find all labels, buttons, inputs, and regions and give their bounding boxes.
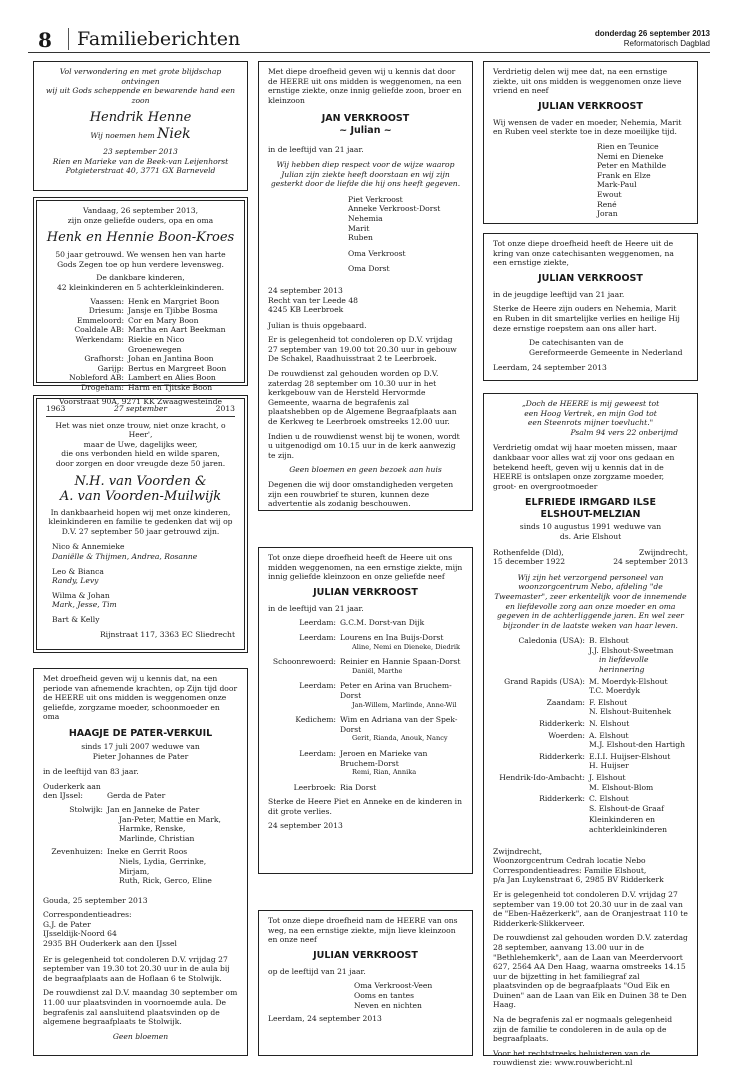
city: 4245 KB Leerbroek xyxy=(268,305,344,315)
date: Leerdam, 24 september 2013 xyxy=(268,1014,382,1024)
comfort-text: Sterke de Heere zijn ouders en Nehemia, Marit en Ruben in dit smartelijke verlies en heilige Hij deze ernstige roepstem aan ons aller hart. xyxy=(493,304,680,333)
family-line: Ooms en tantes xyxy=(354,990,415,1000)
family-place: Leerdam: xyxy=(299,632,336,642)
family-name-line: N. Elshout-Buitenhek xyxy=(589,707,672,717)
text-line-2: Gods Zegen toe op hun verdere levensweg. xyxy=(57,259,224,269)
family-row xyxy=(43,847,238,885)
footer: Geen bloemen xyxy=(112,1031,169,1041)
family-name-line: B. Elshout xyxy=(589,636,629,646)
intro: Verdrietig omdat wij haar moeten missen, maar dankbaar voor alles wat zij voor ons gedaan en betekend heeft, geven wij u kennis dat in de HEERE is ontslapen onze zorgzame moeder, groot- en overgrootmoeder xyxy=(493,443,678,491)
family-place: Garijp: xyxy=(97,363,124,373)
family-name-line: Ineke en Gerrit Roos xyxy=(107,847,188,857)
family-place: Emmeloord: xyxy=(76,315,124,325)
family-name-line: H. Huijser xyxy=(589,761,629,771)
correspondence-label: Correspondentieadres: xyxy=(43,910,132,920)
family-name-line: Peter en Arina van Bruchem-Dorst xyxy=(340,681,452,700)
since-line: sinds 10 augustus 1991 weduwe van xyxy=(519,522,662,532)
family-place: Hendrik-Ido-Ambacht: xyxy=(499,773,585,782)
callname: ~ Julian ~ xyxy=(339,125,392,137)
address: Potgieterstraat 40, 3771 GX Barneveld xyxy=(65,166,216,176)
family-list xyxy=(268,618,463,792)
family-names: Jansje en Tjibbe Bosma xyxy=(128,306,218,316)
family-name-line: Marlinde, Christian xyxy=(119,833,195,843)
family-place: Drogeham: xyxy=(81,382,124,392)
family-row xyxy=(493,698,688,717)
family-place: Ridderkerk: xyxy=(539,719,585,729)
family-name-line: M.J. Elshout-den Hartigh xyxy=(589,740,685,750)
family-names xyxy=(340,633,463,652)
family-place: Grand Rapids (USA): xyxy=(504,676,585,686)
intro: Met diepe droefheid geven wij u kennis dat door de HEERE uit ons midden is weggenomen, na een ernstige ziekte, onze innig geliefde zoon, broer en kleinzoon xyxy=(268,67,462,105)
family-name-line: J. Elshout xyxy=(589,773,626,782)
quote-line: een Hoog Vertrek, en mijn God tot xyxy=(524,408,657,418)
family-names: Harm en Tjitske Boon xyxy=(128,382,213,392)
family-names: Johan en Jantina Boon xyxy=(128,354,214,364)
family-children: Aline, Nemi en Dieneke, Diedrik xyxy=(352,642,461,651)
family-names xyxy=(340,657,463,676)
family-row xyxy=(268,657,463,676)
birth-death-line-1: Rothenfelde (Dld), Zwijndrecht, xyxy=(493,547,688,557)
quote-line: „Doch de HEERE is mij geweest tot xyxy=(521,399,660,408)
family-names xyxy=(589,677,688,696)
anniversary-van-voorden xyxy=(36,398,245,650)
address-line: Woonzorgcentrum Cedrah locatie Nebo xyxy=(493,856,646,866)
family-name-line: C. Elshout xyxy=(589,794,629,804)
text-line: In dankbaarheid hopen wij met onze kinderen, xyxy=(50,507,231,517)
family-row xyxy=(268,618,463,628)
condolence-text: Er is gelegenheid tot condoleren op D.V. vrijdag 27 september van 19.00 tot 20.30 uur in gebouw De Schakel, Raadhuisstraat 2 te Leerbroek. xyxy=(268,335,457,364)
couple-name: Henk en Hennie Boon-Kroes xyxy=(46,230,235,246)
quote-reference: Psalm 94 vers 22 onberijmd xyxy=(570,427,678,437)
family-place: Driesum: xyxy=(88,306,124,316)
family-row xyxy=(46,335,235,354)
family-names xyxy=(589,752,688,771)
family-name-line: Niels, Lydia, Gerrinke, Mirjam, xyxy=(119,856,207,876)
family-line: Oma Dorst xyxy=(348,264,390,274)
obituary-jan-verkroost xyxy=(258,61,473,511)
family-name-line: S. Elshout-de Graaf xyxy=(589,803,664,813)
address: Rijnstraat 117, 3363 EC Sliedrecht xyxy=(99,629,235,639)
intro-line-1: Vol verwondering en met grote blijdschap ontvingen xyxy=(59,67,222,86)
family-children: Jan-Willem, Marlinde, Anne-Wil xyxy=(352,700,457,709)
paper-name: Reformatorisch Dagblad xyxy=(623,39,710,48)
intro: Verdrietig delen wij mee dat, na een ernstige ziekte, uit ons midden is weggenomen onze lieve vriend en neef xyxy=(493,67,682,96)
address: Voorstraat 90A, 9271 KK Zwaagwesteinde xyxy=(59,396,222,406)
family-names xyxy=(589,698,688,717)
intro-line-2: zijn onze geliefde ouders, opa en oma xyxy=(67,215,214,225)
family-place: Leerdam: xyxy=(299,618,336,628)
family-line: Nemi en Dieneke xyxy=(597,151,664,161)
family-row xyxy=(46,297,235,307)
service-text: De rouwdienst zal D.V. maandag 30 september om 11.00 uur plaatsvinden in voornoemde aula. De begrafenis zal aansluitend plaatsvinden op de algemene begraafplaats te Stolwijk. xyxy=(43,988,238,1027)
family-place: Woerden: xyxy=(548,730,585,740)
family-name-line: in liefdevolle herinnering xyxy=(599,655,649,675)
family-name-line: Harmke, Renske, xyxy=(119,824,186,834)
correspondence-street: IJsseldijk-Noord 64 xyxy=(43,929,117,939)
obituary-haagje-de-pater xyxy=(33,668,248,1056)
family-place: Ridderkerk: xyxy=(539,751,585,761)
family-name-line: T.C. Moerdyk xyxy=(589,686,640,696)
deceased-name: HAAGJE DE PATER-VERKUIL xyxy=(68,727,213,739)
family-names xyxy=(589,794,688,813)
date: 24 september 2013 xyxy=(268,821,343,831)
comfort-text: Sterke de Heere Piet en Anneke en de kinderen in dit grote verlies. xyxy=(268,797,462,816)
home-text: Julian is thuis opgebaard. xyxy=(268,320,367,330)
family-names xyxy=(589,719,688,729)
intro-line-1: Vandaag, 26 september 2013, xyxy=(82,206,199,215)
family-row xyxy=(46,325,235,335)
poem-line: die ons verbonden hield en wilde sparen, xyxy=(61,449,220,459)
family-row xyxy=(46,354,235,364)
parents: Rien en Marieke van de Beek-van Leijenhorst xyxy=(52,156,229,166)
correspondence-name: G.J. de Pater xyxy=(43,919,91,929)
family-place: Nobleford AB: xyxy=(69,373,124,383)
family-parents: Bart & Kelly xyxy=(52,614,100,624)
address-line: Correspondentieadres: Familie Elshout, xyxy=(493,865,647,875)
family-name-line: G.C.M. Dorst-van Dijk xyxy=(340,618,425,628)
quote-line: een Steenrots mijner toevlucht." xyxy=(527,418,654,428)
age: in de leeftijd van 21 jaar. xyxy=(268,145,364,155)
family-row xyxy=(268,749,463,778)
family-name-line: Ria Dorst xyxy=(340,782,377,792)
deceased-name: JULIAN VERKROOST xyxy=(538,100,643,112)
family-row xyxy=(46,306,235,316)
street: Recht van ter Leede 48 xyxy=(268,295,358,305)
quote: Wij hebben diep respect voor de wijze waarop Julian zijn ziekte heeft doorstaan en wij zijn gesterkt door de liefde die hij ons heeft gegeven. xyxy=(270,159,461,189)
family-line: Neven en nichten xyxy=(354,1000,422,1010)
family-row xyxy=(46,316,235,326)
family-list xyxy=(268,195,463,274)
family-name-line: N. Elshout xyxy=(589,719,630,729)
child-name: Hendrik Henne xyxy=(89,110,192,126)
family-line: Frank en Elze xyxy=(597,170,651,180)
condolence-text: Er is gelegenheid tot condoleren D.V. vrijdag 27 september van 19.30 tot 20.30 uur in de aula bij de begraafplaats aan de Hoflaan 6 te Stolwijk. xyxy=(43,954,230,983)
family-place: Kedichem: xyxy=(295,715,336,725)
deceased-name: JAN VERKROOST xyxy=(321,113,410,125)
family-place: Stolwijk: xyxy=(69,804,103,814)
family-names xyxy=(589,773,688,792)
condolence-text: Er is gelegenheid tot condoleren D.V. vrijdag 27 september van 19.00 tot 20.30 uur in de zaal van de "Eben-Haëzerkerk", aan de Oranjestraat 110 te Ridderkerk-Slikkerveer. xyxy=(493,889,688,928)
family-name-line: F. Elshout xyxy=(589,697,628,707)
family-place: Schoonrewoerd: xyxy=(272,657,336,667)
family-names xyxy=(340,681,463,710)
family-name-line: Jan-Peter, Mattie en Mark, xyxy=(119,814,221,824)
family-place: Leerdam: xyxy=(299,681,336,691)
family-place: Grafhorst: xyxy=(84,354,124,364)
family-names xyxy=(340,749,463,778)
birth-announcement-hendrik xyxy=(33,61,248,191)
care-text: Wij zijn het verzorgend personeel van woonzorgcentrum Nebo, afdeling "de Tweemaster", zeer erkentelijk voor de innemende en liefdevolle zorg aan onze moeder en oma gegeven in de achterliggende jaren. En wel zeer bijzonder in de laatste weken van haar leven. xyxy=(494,572,687,630)
thanks-line-2: 42 kleinkinderen en 5 achterkleinkinderen. xyxy=(56,282,225,292)
spouse: Pieter Johannes de Pater xyxy=(92,751,189,761)
family-names xyxy=(340,783,463,793)
family-children: Gerit, Rianda, Anouk, Nancy xyxy=(352,734,448,743)
family-line: Ewout xyxy=(597,189,622,199)
family-line: Nehemia xyxy=(348,213,383,223)
family-names xyxy=(340,618,463,628)
text-line: kleinkinderen en familie te gedenken dat wij op xyxy=(48,517,233,527)
family-place: Ouderkerk aan den IJssel: xyxy=(43,781,101,801)
family-place: Vaassen: xyxy=(90,296,124,306)
poem-line: Het was niet onze trouw, niet onze kracht, o Heer', xyxy=(55,420,226,440)
family-row xyxy=(493,636,688,674)
family-parents: Nico & Annemieke xyxy=(52,542,125,552)
family-names xyxy=(589,636,688,674)
since-line: sinds 17 juli 2007 weduwe van xyxy=(81,741,200,751)
family-name-line: Kleinkinderen en xyxy=(589,815,656,825)
family-row xyxy=(268,633,463,652)
family-line: Joran xyxy=(597,209,618,219)
family-name-line: A. Elshout xyxy=(589,730,629,740)
family-row xyxy=(46,364,235,374)
family-line: Rien en Teunice xyxy=(597,141,659,151)
family-name-line: Jan en Janneke de Pater xyxy=(107,804,200,814)
family-children: Randy, Levy xyxy=(52,576,99,586)
couple-name-1: N.H. van Voorden & xyxy=(74,473,207,489)
signed-line-2: Gereformeerde Gemeente in Nederland xyxy=(529,347,683,357)
family-place: Caledonia (USA): xyxy=(518,636,585,646)
family-line: René xyxy=(597,199,617,209)
correspondence-city: 2935 BH Ouderkerk aan den IJssel xyxy=(43,939,177,949)
family-list xyxy=(493,636,688,834)
family-names xyxy=(107,847,238,885)
family-name-line: Jeroen en Marieke van Bruchem-Dorst xyxy=(340,748,428,768)
deceased-name: JULIAN VERKROOST xyxy=(538,272,643,284)
family-row xyxy=(268,715,463,744)
family-place: Leerbroek: xyxy=(293,782,336,792)
place-date: Gouda, 25 september 2013 xyxy=(43,895,148,905)
family-name-line: J.J. Elshout-Sweetman xyxy=(589,645,674,655)
family-names: Bertus en Margreet Boon xyxy=(128,363,227,373)
attendance-text: Indien u de rouwdienst wenst bij te wonen, wordt u uitgenodigd om 10.15 uur in de kerk aanwezig te zijn. xyxy=(268,431,460,460)
family-place xyxy=(493,815,589,834)
after-burial-text: Na de begrafenis zal er nogmaals gelegenheid zijn de familie te condoleren in de aula op de begraafplaats. xyxy=(493,1015,673,1044)
address-line: Zwijndrecht, xyxy=(493,846,543,856)
obituary-julian-catechism xyxy=(483,233,698,381)
family-name-line: Ruth, Rick, Gerco, Eline xyxy=(119,876,212,886)
age: op de leeftijd van 21 jaar. xyxy=(268,966,366,976)
family-name-line: Reinier en Hannie Spaan-Dorst xyxy=(340,657,461,667)
text-line-1: 50 jaar getrouwd. We wensen hen van harte xyxy=(55,250,226,260)
poem-line: maar de Uwe, dagelijks weer, xyxy=(83,439,198,449)
text-line: D.V. 27 september 50 jaar getrouwd zijn. xyxy=(61,526,220,536)
family-names: Lambert en Alies Boon xyxy=(128,373,216,383)
family-name-line: Gerda de Pater xyxy=(107,791,166,801)
family-list xyxy=(46,297,235,393)
signed-line-1: De catechisanten van de xyxy=(529,338,624,348)
family-name-line: M. Elshout-Blom xyxy=(589,782,654,792)
age: in de leeftijd van 21 jaar. xyxy=(268,603,364,613)
comfort-text: Wij wensen de vader en moeder, Nehemia, Marit en Ruben veel sterkte toe in deze moeilijke tijd. xyxy=(493,117,682,137)
family-row xyxy=(493,731,688,750)
family-children: Daniëlle & Thijmen, Andrea, Rosanne xyxy=(52,551,198,561)
intro: Tot onze diepe droefheid nam de HEERE van ons weg, na een ernstige ziekte, mijn lieve kleinzoon en onze neef xyxy=(268,916,458,945)
anniversary-boon-kroes xyxy=(36,200,245,406)
section-title: Familieberichten xyxy=(68,28,240,50)
intro: Tot onze diepe droefheid heeft de Heere uit ons midden weggenomen, na een ernstige ziekte, mijn innig geliefde kleinzoon en onze geliefde neef xyxy=(268,553,463,582)
family-row xyxy=(46,383,235,393)
date: 24 september 2013 xyxy=(268,285,343,295)
obituary-julian-family-dorst xyxy=(258,547,473,874)
family-row xyxy=(43,805,238,843)
family-line: Peter en Mathilde xyxy=(597,161,667,171)
date-line: 1963 27 september 2013 xyxy=(46,404,235,413)
family-row xyxy=(493,752,688,771)
family-name-line: Wim en Adriana van der Spek-Dorst xyxy=(340,715,458,734)
date: Leerdam, 24 september 2013 xyxy=(493,363,607,373)
family-row xyxy=(493,815,688,834)
page-number: 8 xyxy=(38,28,52,52)
family-names: Riekie en Nico Groenewegen xyxy=(128,334,185,354)
age: in de leeftijd van 83 jaar. xyxy=(43,767,139,777)
family-parents: Leo & Bianca xyxy=(52,566,104,576)
family-row xyxy=(46,373,235,383)
footer: Geen bloemen en geen bezoek aan huis xyxy=(289,465,442,475)
family-line: Mark-Paul xyxy=(597,180,637,190)
family-line: Anneke Verkroost-Dorst xyxy=(348,204,441,214)
family-list xyxy=(493,142,688,219)
obituary-elfriede-elshout xyxy=(483,393,698,1068)
family-names xyxy=(589,815,688,834)
family-names: Martha en Aart Beekman xyxy=(128,325,226,335)
family-names: Henk en Margriet Boon xyxy=(128,296,220,306)
family-place: Zaandam: xyxy=(546,697,585,707)
family-line: Oma Verkroost xyxy=(348,248,406,258)
family-children: Daniël, Marthe xyxy=(352,666,403,675)
livestream-text: Voor het rechtstreeks beluisteren van de rouwdienst zie: www.rouwbericht.nl xyxy=(493,1048,651,1068)
birth-death-line-2: 15 december 1922 24 september 2013 xyxy=(493,557,688,567)
issue-date: donderdag 26 september 2013 Reformatorisch Dagblad xyxy=(594,29,710,48)
family-name-line: M. Moerdyk-Elshout xyxy=(589,676,668,686)
family-names: Cor en Mary Boon xyxy=(128,315,199,325)
family-row xyxy=(43,782,238,801)
page-header xyxy=(28,26,710,53)
obituary-julian-friends xyxy=(483,61,698,224)
family-list xyxy=(43,782,238,886)
obituary-julian-oma xyxy=(258,910,473,1056)
service-text: De rouwdienst zal gehouden worden op D.V. zaterdag 28 september om 10.30 uur in het kerkgebouw van de Hersteld Hervormde Gemeente, waarna de begrafenis zal plaatshebben op de Algemene Begraafplaats aan de Kerkweg te Leerbroek omstreeks 12.00 uur. xyxy=(268,369,457,427)
age: in de jeugdige leeftijd van 21 jaar. xyxy=(493,289,625,299)
family-row xyxy=(268,783,463,793)
intro: Tot onze diepe droefheid heeft de Heere uit de kring van onze catechisanten weggenomen, na een ernstige ziekte, xyxy=(493,239,674,268)
family-place: Werkendam: xyxy=(75,334,124,344)
spouse: ds. Arie Elshout xyxy=(559,531,622,541)
deceased-name: JULIAN VERKROOST xyxy=(313,949,418,961)
callname: Niek xyxy=(157,126,191,143)
poem-line: door zorgen en door vreugde deze 50 jaren. xyxy=(55,458,226,468)
family-place: Zevenhuizen: xyxy=(51,847,103,857)
family-line: Ruben xyxy=(348,233,373,243)
family-row xyxy=(493,719,688,729)
service-text: De rouwdienst zal gehouden worden D.V. zaterdag 28 september, aanvang 13.00 uur in de "Bethlehemkerk", aan de Laan van Meerdervoort 627, 2564 AA Den Haag, waarna omstreeks 14.15 uur de bijzetting in het familiegraf zal plaatsvinden op de begraafplaats "Oud Eik en Duinen" aan de Laan van Eik en Duinen 38 te Den Haag. xyxy=(493,933,688,1010)
family-row xyxy=(493,794,688,813)
family-list xyxy=(46,542,235,629)
address-line: p/a Jan Luykenstraat 6, 2985 BV Ridderkerk xyxy=(493,875,664,885)
family-name-line: Lourens en Ina Buijs-Dorst xyxy=(340,632,444,642)
family-line: Oma Verkroost-Veen xyxy=(354,981,433,991)
callname-line: Wij noemen hem Niek xyxy=(90,126,191,143)
deceased-name-1: ELFRIEDE IRMGARD ILSE xyxy=(525,497,656,509)
family-children: Mark, Jesse, Tim xyxy=(52,600,117,610)
closing-text: Degenen die wij door omstandigheden vergeten zijn een rouwbrief te sturen, kunnen deze advertentie als zodanig beschouwen. xyxy=(268,480,454,509)
intro: Met droefheid geven wij u kennis dat, na een periode van afnemende krachten, op Zijn tijd door de HEERE uit ons midden is weggenomen onze geliefde, zorgzame moeder, schoonmoeder en oma xyxy=(43,674,238,722)
family-place: Ridderkerk: xyxy=(539,794,585,804)
deceased-name-2: ELSHOUT-MELZIAN xyxy=(540,509,641,521)
family-line: Marit xyxy=(348,223,370,233)
birth-date: 23 september 2013 xyxy=(103,146,178,156)
family-names xyxy=(589,731,688,750)
family-place: Coaldale AB: xyxy=(74,325,124,335)
family-names xyxy=(107,805,238,843)
thanks-line-1: De dankbare kinderen, xyxy=(96,273,185,283)
family-name-line: achterkleinkinderen xyxy=(589,824,667,834)
deceased-name: JULIAN VERKROOST xyxy=(313,586,418,598)
family-row xyxy=(493,677,688,696)
couple-name-2: A. van Voorden-Muilwijk xyxy=(59,488,222,504)
family-names xyxy=(340,715,463,744)
family-row xyxy=(493,773,688,792)
intro-line-2: wij uit Gods scheppende en bewarende hand een zoon xyxy=(45,86,236,105)
family-line: Piet Verkroost xyxy=(348,194,403,204)
family-names xyxy=(107,782,238,801)
family-row xyxy=(268,681,463,710)
family-children: Remi, Rian, Annika xyxy=(352,768,417,777)
family-place: Leerdam: xyxy=(299,748,336,758)
family-name-line: E.I.I. Huijser-Elshout xyxy=(589,751,671,761)
family-parents: Wilma & Johan xyxy=(52,590,110,600)
